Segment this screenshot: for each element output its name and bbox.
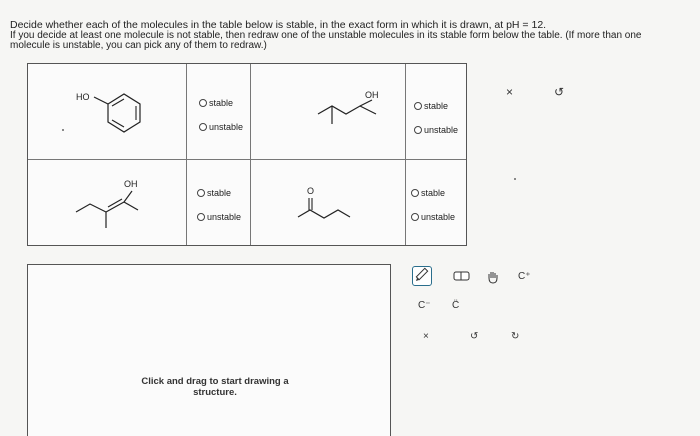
question-line-2: If you decide at least one molecule is not stable, then redraw one of the unstable molecules in its stable form below the table. (If more than one molecule is unstable, you can pick any of them to redraw.) xyxy=(10,30,642,51)
question-line-1: Decide whether each of the molecules in the table below is stable, in the exact form in which it is drawn, at pH = 12. xyxy=(10,19,547,31)
carbanion-tool-button[interactable]: C⁻ xyxy=(418,300,431,311)
unstable-label: unstable xyxy=(421,212,456,222)
eraser-icon xyxy=(453,270,471,282)
carbene-tool-button[interactable]: C̈ xyxy=(452,300,460,311)
radio-circle xyxy=(414,126,422,134)
molecule-cell-2 xyxy=(250,64,405,159)
molecule-3-structure xyxy=(28,160,186,247)
radio-circle xyxy=(411,213,419,221)
hand-tool-button[interactable] xyxy=(486,270,500,287)
molecule-2-stable-radio[interactable] xyxy=(414,101,448,111)
molecule-3-label: OH xyxy=(124,179,138,189)
radio-circle xyxy=(411,189,419,197)
molecule-cell-4 xyxy=(250,160,405,247)
drawing-hint: Click and drag to start drawing a structure. xyxy=(141,376,289,398)
drawing-close-button[interactable]: × xyxy=(423,331,429,342)
stray-mark xyxy=(62,129,64,131)
molecule-3-unstable-radio[interactable] xyxy=(197,212,241,222)
molecule-2-structure xyxy=(250,64,405,159)
drawing-refresh-button[interactable]: ↻ xyxy=(511,331,520,342)
stable-label: stable xyxy=(209,98,234,108)
stable-label: stable xyxy=(207,188,232,198)
close-button[interactable]: × xyxy=(506,85,514,99)
molecule-3-stable-radio[interactable] xyxy=(197,188,231,198)
unstable-label: unstable xyxy=(207,212,242,222)
stray-mark xyxy=(514,178,516,180)
eraser-tool-button[interactable] xyxy=(453,270,471,285)
molecule-1-label: HO xyxy=(76,92,90,102)
pencil-tool-button[interactable] xyxy=(412,266,432,286)
table-col-divider xyxy=(405,64,406,245)
hand-icon xyxy=(486,270,500,284)
molecule-cell-3 xyxy=(28,160,186,247)
drawing-canvas[interactable] xyxy=(27,264,391,436)
molecule-cell-1 xyxy=(28,64,186,159)
radio-circle xyxy=(197,213,205,221)
molecule-4-label: O xyxy=(307,186,315,196)
radio-circle xyxy=(199,99,207,107)
molecule-4-unstable-radio[interactable] xyxy=(411,212,455,222)
molecule-1-stable-radio[interactable] xyxy=(199,98,233,108)
stable-label: stable xyxy=(421,188,446,198)
carbocation-tool-button[interactable]: C⁺ xyxy=(518,271,531,282)
molecule-4-stable-radio[interactable] xyxy=(411,188,445,198)
molecule-2-label: OH xyxy=(365,90,379,100)
undo-button[interactable]: ↺ xyxy=(554,85,565,99)
molecule-table xyxy=(27,63,467,246)
radio-circle xyxy=(414,102,422,110)
molecule-4-structure xyxy=(250,160,405,247)
table-col-divider xyxy=(186,64,187,245)
pencil-icon xyxy=(413,267,430,284)
unstable-label: unstable xyxy=(424,125,459,135)
molecule-1-unstable-radio[interactable] xyxy=(199,122,243,132)
molecule-2-unstable-radio[interactable] xyxy=(414,125,458,135)
radio-circle xyxy=(199,123,207,131)
molecule-1-structure xyxy=(28,64,186,159)
unstable-label: unstable xyxy=(209,122,244,132)
drawing-undo-button[interactable]: ↺ xyxy=(470,331,479,342)
stable-label: stable xyxy=(424,101,449,111)
radio-circle xyxy=(197,189,205,197)
